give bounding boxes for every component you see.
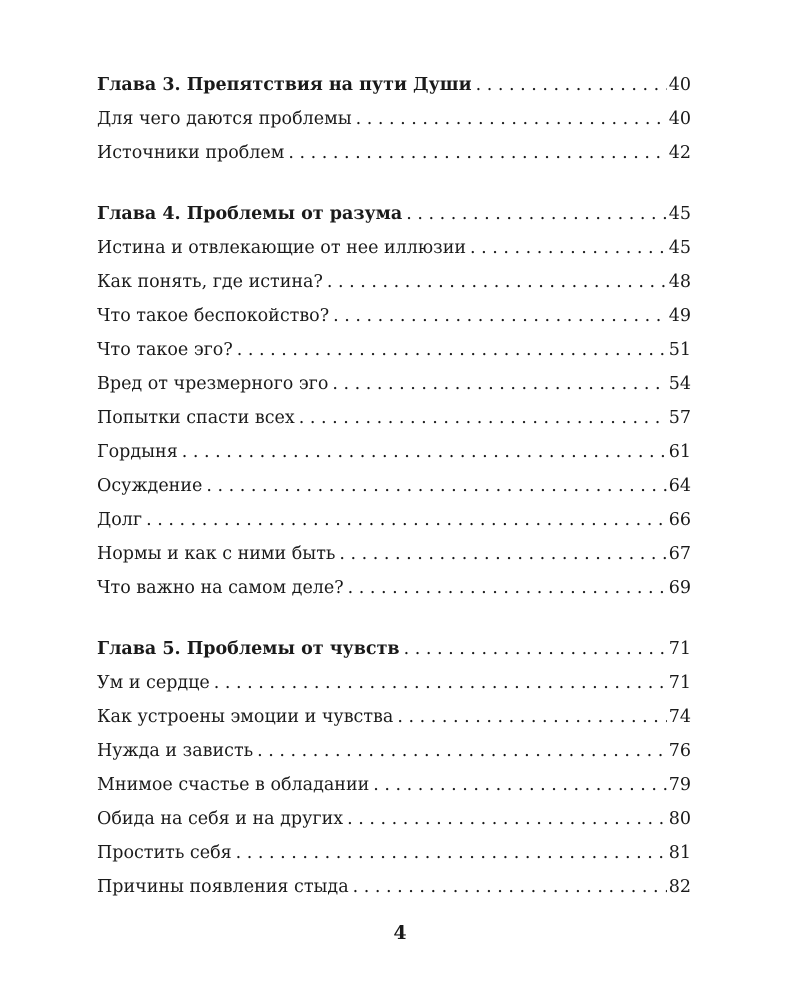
entry-page-number: 71 <box>668 673 691 693</box>
entry-title: Вред от чрезмерного эго <box>97 374 329 394</box>
chapter-title: Глава 3. Препятствия на пути Души <box>97 75 472 95</box>
dot-leader <box>353 870 667 904</box>
entry-title: Нужда и зависть <box>97 741 254 761</box>
dot-leader <box>470 231 667 265</box>
entry-page-number: 51 <box>668 340 691 360</box>
toc-entry <box>97 836 691 870</box>
entry-page-number: 81 <box>668 843 691 863</box>
entry-page-number: 80 <box>668 809 691 829</box>
toc-entry <box>97 435 691 469</box>
dot-leader <box>206 469 666 503</box>
entry-page-number: 67 <box>668 544 691 564</box>
dot-leader <box>397 700 666 734</box>
chapter-title: Глава 4. Проблемы от разума <box>97 204 403 224</box>
toc-entry <box>97 265 691 299</box>
entry-page-number: 54 <box>668 374 691 394</box>
toc-entry <box>97 537 691 571</box>
toc-entry <box>97 136 691 170</box>
toc-entry <box>97 666 691 700</box>
dot-leader <box>236 836 667 870</box>
toc-entry <box>97 870 691 904</box>
dot-leader <box>347 802 667 836</box>
entry-page-number: 45 <box>668 238 691 258</box>
toc-chapter-heading <box>97 632 691 666</box>
entry-page-number: 66 <box>668 510 691 530</box>
toc-entry <box>97 734 691 768</box>
dot-leader <box>257 734 667 768</box>
dot-leader <box>288 136 666 170</box>
entry-page-number: 76 <box>668 741 691 761</box>
dot-leader <box>332 367 666 401</box>
toc-chapter-heading <box>97 68 691 102</box>
toc-entry <box>97 231 691 265</box>
dot-leader <box>373 768 666 802</box>
entry-title: Обида на себя и на других <box>97 809 344 829</box>
entry-page-number: 69 <box>668 578 691 598</box>
dot-leader <box>214 666 667 700</box>
entry-page-number: 79 <box>668 775 691 795</box>
toc-section-chapter-4 <box>97 197 691 605</box>
dot-leader <box>476 68 667 102</box>
entry-page-number: 82 <box>668 877 691 897</box>
dot-leader <box>237 333 667 367</box>
dot-leader <box>182 435 667 469</box>
table-of-contents <box>97 68 691 904</box>
entry-title: Долг <box>97 510 143 530</box>
entry-title: Простить себя <box>97 843 232 863</box>
toc-chapter-heading <box>97 197 691 231</box>
chapter-page-number: 40 <box>668 75 691 95</box>
entry-page-number: 61 <box>668 442 691 462</box>
toc-entry <box>97 802 691 836</box>
entry-title: Причины появления стыда <box>97 877 349 897</box>
entry-title: Что важно на самом деле? <box>97 578 344 598</box>
entry-title: Ум и сердце <box>97 673 210 693</box>
chapter-page-number: 71 <box>668 639 691 659</box>
chapter-title: Глава 5. Проблемы от чувств <box>97 639 400 659</box>
entry-title: Осуждение <box>97 476 203 496</box>
toc-entry <box>97 299 691 333</box>
entry-title: Источники проблем <box>97 143 285 163</box>
entry-title: Нормы и как с ними быть <box>97 544 336 564</box>
dot-leader <box>339 537 666 571</box>
entry-title: Как устроены эмоции и чувства <box>97 707 394 727</box>
toc-entry <box>97 768 691 802</box>
toc-entry <box>97 469 691 503</box>
entry-title: Мнимое счастье в обладании <box>97 775 370 795</box>
entry-title: Истина и отвлекающие от нее иллюзии <box>97 238 467 258</box>
entry-title: Для чего даются проблемы <box>97 109 352 129</box>
entry-page-number: 42 <box>668 143 691 163</box>
toc-entry <box>97 700 691 734</box>
toc-section-chapter-5 <box>97 632 691 904</box>
entry-title: Что такое беспокойство? <box>97 306 330 326</box>
toc-entry <box>97 571 691 605</box>
toc-entry <box>97 503 691 537</box>
toc-entry <box>97 401 691 435</box>
dot-leader <box>333 299 667 333</box>
entry-page-number: 40 <box>668 109 691 129</box>
entry-page-number: 48 <box>668 272 691 292</box>
dot-leader <box>406 197 666 231</box>
dot-leader <box>146 503 667 537</box>
page-number: 4 <box>393 922 407 944</box>
entry-page-number: 74 <box>668 707 691 727</box>
dot-leader <box>327 265 667 299</box>
entry-title: Попытки спасти всех <box>97 408 295 428</box>
toc-entry <box>97 367 691 401</box>
entry-title: Что такое эго? <box>97 340 233 360</box>
dot-leader <box>404 632 667 666</box>
toc-entry <box>97 333 691 367</box>
dot-leader <box>348 571 667 605</box>
entry-page-number: 64 <box>668 476 691 496</box>
toc-section-chapter-3 <box>97 68 691 170</box>
entry-page-number: 49 <box>668 306 691 326</box>
entry-title: Как понять, где истина? <box>97 272 323 292</box>
entry-page-number: 57 <box>668 408 691 428</box>
chapter-page-number: 45 <box>668 204 691 224</box>
dot-leader <box>356 102 667 136</box>
entry-title: Гордыня <box>97 442 178 462</box>
toc-entry <box>97 102 691 136</box>
dot-leader <box>299 401 667 435</box>
